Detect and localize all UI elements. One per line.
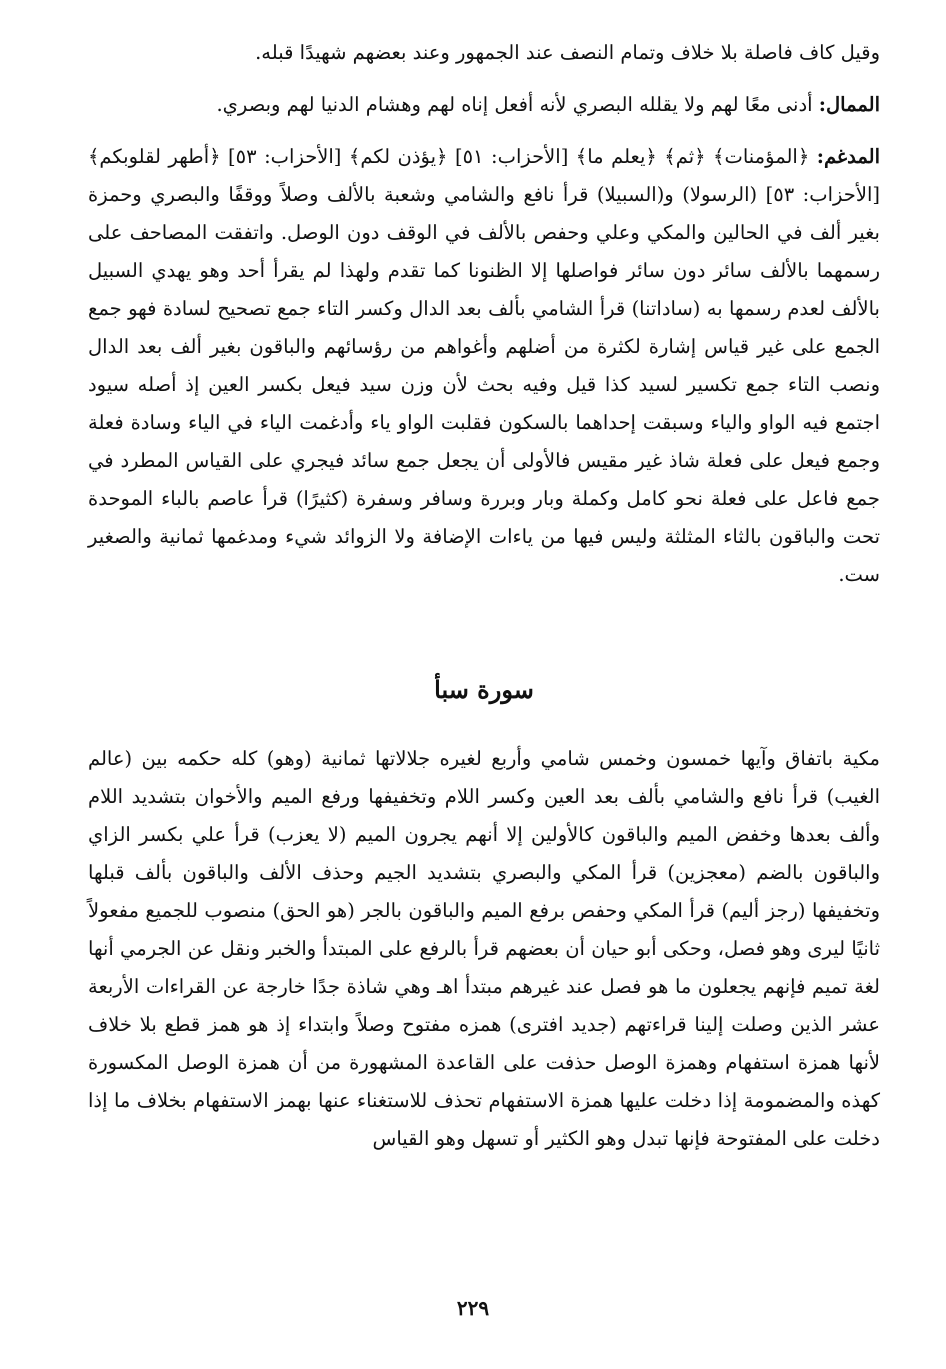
page-body (88, 34, 880, 1158)
surah-text: مكية باتفاق وآيها خمسون وخمس شامي وأربع لغيره جلالاتها ثمانية (وهو) كله حكمه بين (عالم الغيب) قرأ نافع والشامي بألف بعد العين وكسر اللام وتخفيفها ورفع الميم والأخوان بتشديد اللام وألف بعدها وخفض الميم والباقون كالأولين إلا أنهم يجرون الميم (لا يعزب) قرأ علي بكسر الزاي والباقون بالضم (معجزين) قرأ المكي والبصري بتشديد الجيم وحذف الألف والباقون بألف قبلها وتخفيفها (رجز أليم) قرأ المكي وحفص برفع الميم والباقون بالجر (هو الحق) منصوب للجميع مفعولاً ثانيًا ليرى وهو فصل، وحكى أبو حيان أن بعضهم قرأ بالرفع على المبتدأ والخبر ونقل عن الجرمي أنها لغة تميم فإنهم يجعلون ما هو فصل عند غيرهم مبتدأ اهـ وهي شاذة جدًا خارجة عن القراءات الأربعة عشر الذين وصلت إلينا قراءتهم (جديد افترى) همزه مفتوح وصلاً وابتداء إذ هو همز قطع بلا خلاف لأنها همزة استفهام وهمزة الوصل حذفت على القاعدة المشهورة من أن همزة الوصل المكسورة كهذه والمضمومة إذا دخلت عليها همزة الاستفهام تحذف للاستغناء عنها بهمز الاستفهام بخلاف ما إذا دخلت على المفتوحة فإنها تبدل وهو الكثير أو تسهل وهو القياس (88, 747, 880, 1150)
mudgham-label: المدغم: (816, 145, 880, 168)
paragraph-surah (88, 740, 880, 1158)
intro-text: وقيل كاف فاصلة بلا خلاف وتمام النصف عند الجمهور وعند بعضهم شهيدًا قبله. (255, 41, 880, 64)
mumal-label: الممال: (818, 93, 880, 116)
paragraph-intro (88, 34, 880, 72)
mumal-text: أدنى معًا لهم ولا يقلله البصري لأنه أفعل إناه لهم وهشام الدنيا لهم وبصري. (216, 93, 813, 116)
mudgham-text: ﴿المؤمنات﴾ ﴿ثم﴾ ﴿يعلم ما﴾ [الأحزاب: ٥١] ﴿يؤذن لكم﴾ [الأحزاب: ٥٣] ﴿أطهر لقلوبكم﴾ [الأحزاب: ٥٣] (الرسولا) و(السبيلا) قرأ نافع والشامي وشعبة بالألف وصلاً ووقفًا والبصري وحمزة بغير ألف في الحالين والمكي وعلي وحفص بالألف في الوقف دون الوصل. واتفقت المصاحف على رسمهما بالألف سائر دون سائر فواصلها إلا الظنونا كما تقدم ولهذا لم يقرأ أحد وهو يهدي السبيل بالألف لعدم رسمها به (ساداتنا) قرأ الشامي بألف بعد الدال وكسر التاء جمع تصحيح لسادة فهو جمع الجمع على غير قياس إشارة لكثرة من أضلهم وأغواهم من رؤسائهم والباقون بغير ألف بعد الدال ونصب التاء جمع تكسير لسيد كذا قيل وفيه بحث لأن وزن سيد فيعل بكسر العين إذ أصله سيود اجتمع فيه الواو والياء وسبقت إحداهما بالسكون فقلبت الواو ياء وأدغمت الياء في الياء وسادة فعلة وجمع فيعل على فعلة شاذ غير مقيس فالأولى أن يجعل جمع سائد فيجري على القياس المطرد في جمع فاعل على فعلة نحو كامل وكملة وبار وبررة وسافر وسفرة (كثيرًا) قرأ عاصم بالباء الموحدة تحت والباقون بالثاء المثلثة وليس فيها من ياءات الإضافة ولا الزوائد شيء ومدغمها ثمانية والصغير ست. (88, 145, 880, 586)
surah-title: سورة سبأ (434, 675, 534, 704)
page-number: ٢٢٩ (456, 1296, 490, 1320)
paragraph-mumal (88, 86, 880, 124)
paragraph-mudgham (88, 138, 880, 594)
